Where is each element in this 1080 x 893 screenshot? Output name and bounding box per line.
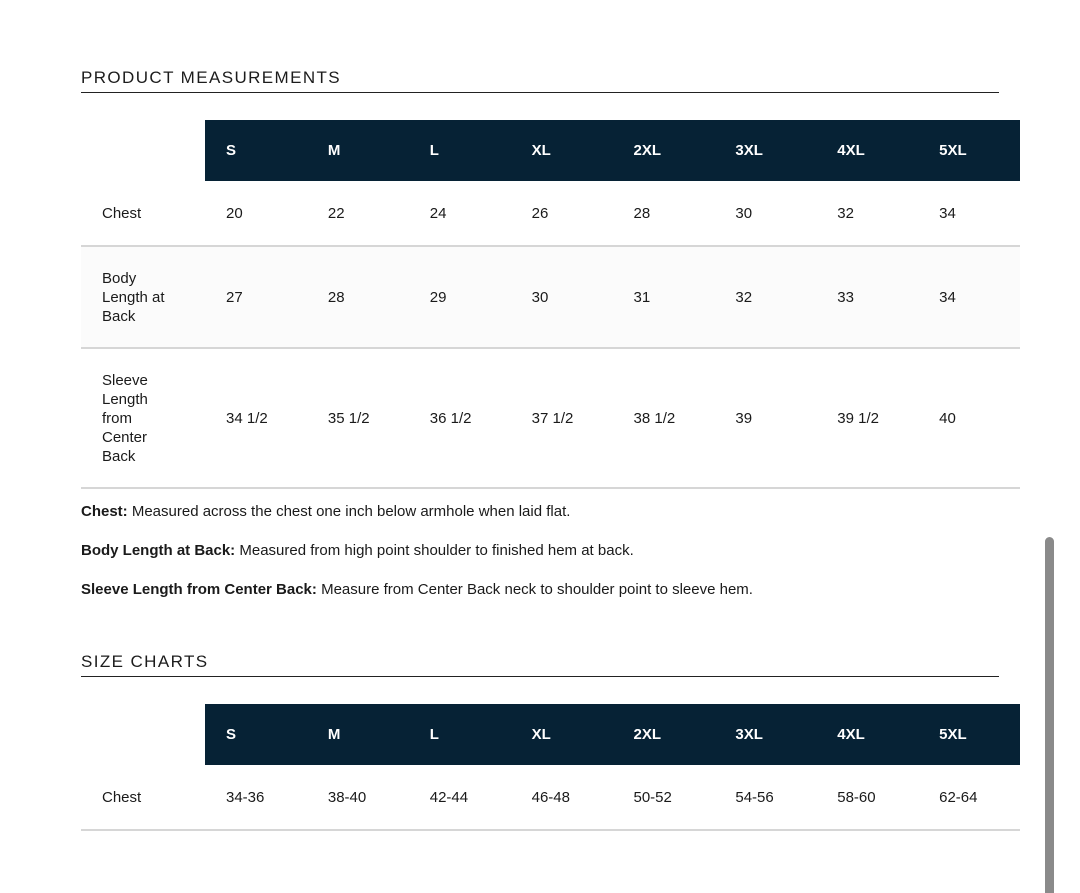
size-header-s: S [226,726,237,743]
table-row-body-length [81,247,1020,349]
table-cell: 28 [633,204,651,222]
header-spacer [81,704,205,765]
note-text: Measured from high point shoulder to finished hem at back. [235,542,634,559]
table-cell: 24 [429,204,447,222]
size-header-band [205,704,1020,765]
size-header-xl: XL [531,142,551,159]
table-cell: 27 [226,288,243,306]
table-cell: 36 1/2 [429,409,472,427]
note-term: Sleeve Length from Center Back: [81,581,317,598]
size-header-l: L [429,142,439,159]
table-cell: 30 [531,288,549,306]
table-cell: 22 [327,204,345,222]
table-cell: 62-64 [939,788,978,806]
note-sleeve-length [81,580,1021,619]
size-header-4xl: 4XL [837,142,865,159]
table-cell: 39 1/2 [837,409,879,427]
size-header-3xl: 3XL [735,726,763,743]
product-measurements-table [81,120,1020,489]
table-cell: 35 1/2 [327,409,370,427]
size-header-2xl: 2XL [633,142,662,159]
size-header-3xl: 3XL [735,142,763,159]
table-cell: 31 [633,288,651,306]
vertical-scrollbar[interactable] [1045,537,1054,893]
table-cell: 37 1/2 [531,409,574,427]
table-cell: 40 [939,409,956,427]
table-row-sleeve-length [81,349,1020,489]
table-cell: 33 [837,288,854,306]
size-header-5xl: 5XL [939,726,967,743]
header-spacer [81,120,205,181]
table-row-chest [81,765,1020,831]
note-text: Measure from Center Back neck to shoulder point to sleeve hem. [316,581,753,598]
table-cell: 54-56 [735,788,774,806]
table-cell: 28 [327,288,345,306]
table-cell: 29 [429,288,447,306]
table-cell: 30 [735,204,753,222]
row-label: Chest [102,204,142,222]
size-header-xl: XL [531,726,551,743]
note-body-length [81,541,1021,580]
size-header-m: M [327,726,341,743]
note-text: Measured across the chest one inch below armhole when laid flat. [127,503,571,520]
table-cell: 26 [531,204,549,222]
size-header-2xl: 2XL [633,726,662,743]
row-label: Chest [102,788,142,806]
table-cell: 38-40 [327,788,367,806]
note-term: Chest: [81,503,128,520]
size-header-s: S [226,142,237,159]
table-cell: 32 [735,288,753,306]
table-header-row [81,120,1020,181]
table-row-chest [81,181,1020,247]
row-label: Sleeve Length from Center Back [102,371,148,465]
row-label: Body Length at Back [102,269,165,325]
table-cell: 34 [939,288,956,306]
size-header-4xl: 4XL [837,726,865,743]
table-cell: 50-52 [633,788,672,806]
product-measurements-title: PRODUCT MEASUREMENTS [81,68,999,93]
size-header-band [205,120,1020,181]
table-cell: 34 [939,204,956,222]
note-term: Body Length at Back: [81,542,236,559]
table-cell: 39 [735,409,753,427]
measurement-notes [81,502,1021,619]
note-chest [81,502,1021,541]
size-header-5xl: 5XL [939,142,967,159]
table-cell: 20 [226,204,243,222]
size-charts-table [81,704,1020,831]
size-header-l: L [429,726,439,743]
table-header-row [81,704,1020,765]
table-cell: 34-36 [226,788,265,806]
table-cell: 32 [837,204,854,222]
table-cell: 38 1/2 [633,409,676,427]
table-cell: 34 1/2 [226,409,268,427]
size-charts-title: SIZE CHARTS [81,652,999,677]
table-cell: 58-60 [837,788,876,806]
table-cell: 42-44 [429,788,469,806]
table-cell: 46-48 [531,788,570,806]
size-header-m: M [327,142,341,159]
